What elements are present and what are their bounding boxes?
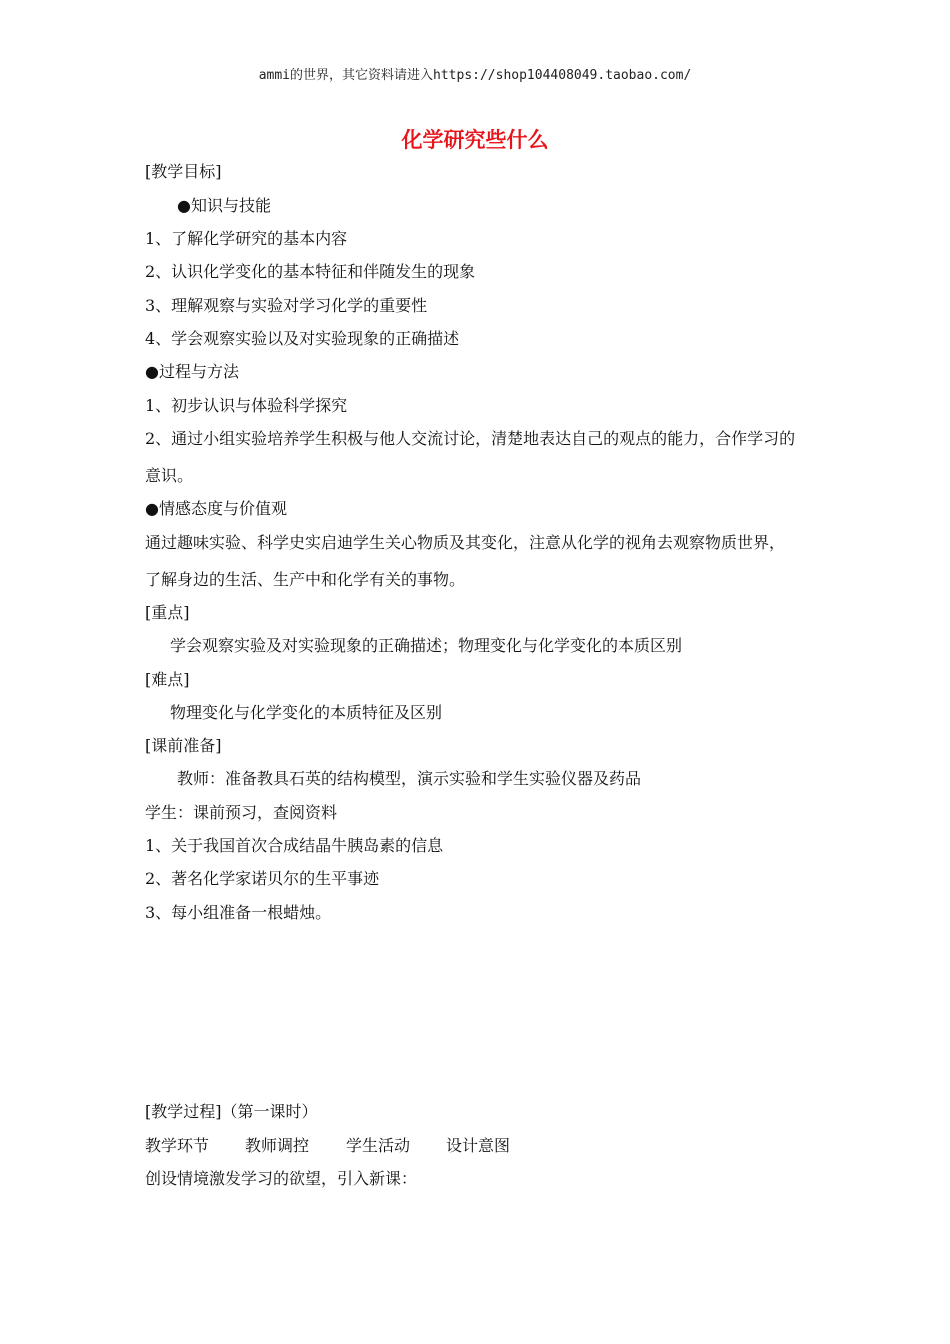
process-item: 意识。 — [145, 466, 194, 485]
preparation-heading: [课前准备] — [145, 736, 222, 755]
key-points-heading: [重点] — [145, 603, 190, 622]
column-header: 学生活动 — [346, 1136, 411, 1155]
knowledge-item: 4、学会观察实验以及对实验现象的正确描述 — [145, 329, 460, 348]
teaching-process-heading: [教学过程]（第一课时） — [145, 1102, 318, 1121]
process-table-header — [145, 1136, 510, 1156]
difficulties-text: 物理变化与化学变化的本质特征及区别 — [170, 703, 443, 722]
column-header: 设计意图 — [446, 1136, 511, 1155]
attitude-heading: ●情感态度与价值观 — [145, 499, 287, 518]
knowledge-heading: ●知识与技能 — [177, 196, 271, 215]
preparation-teacher: 教师：准备教具石英的结构模型，演示实验和学生实验仪器及药品 — [177, 769, 642, 788]
preparation-item: 3、每小组准备一根蜡烛。 — [145, 903, 332, 922]
preparation-item: 1、关于我国首次合成结晶牛胰岛素的信息 — [145, 836, 444, 855]
preparation-item: 2、著名化学家诺贝尔的生平事迹 — [145, 869, 380, 888]
attitude-line: 通过趣味实验、科学史实启迪学生关心物质及其变化，注意从化学的视角去观察物质世界， — [145, 533, 786, 552]
difficulties-heading: [难点] — [145, 670, 190, 689]
document-title: 化学研究些什么 — [401, 128, 549, 152]
page-header: ammi的世界，其它资料请进入https://shop104408049.taobao.com/ — [258, 68, 692, 83]
column-header: 教学环节 — [145, 1136, 210, 1155]
process-intro: 创设情境激发学习的欲望，引入新课： — [145, 1169, 418, 1188]
knowledge-item: 2、认识化学变化的基本特征和伴随发生的现象 — [145, 262, 476, 281]
process-heading: ●过程与方法 — [145, 362, 239, 381]
process-item: 1、初步认识与体验科学探究 — [145, 396, 348, 415]
knowledge-item: 1、了解化学研究的基本内容 — [145, 229, 348, 248]
knowledge-item: 3、理解观察与实验对学习化学的重要性 — [145, 296, 428, 315]
preparation-student: 学生：课前预习，查阅资料 — [145, 803, 338, 822]
attitude-line: 了解身边的生活、生产中和化学有关的事物。 — [145, 570, 466, 589]
process-item: 2、通过小组实验培养学生积极与他人交流讨论，清楚地表达自己的观点的能力，合作学习的 — [145, 429, 796, 448]
key-points-text: 学会观察实验及对实验现象的正确描述；物理变化与化学变化的本质区别 — [170, 636, 683, 655]
column-header: 教师调控 — [245, 1136, 310, 1155]
goals-heading: [教学目标] — [145, 162, 222, 181]
